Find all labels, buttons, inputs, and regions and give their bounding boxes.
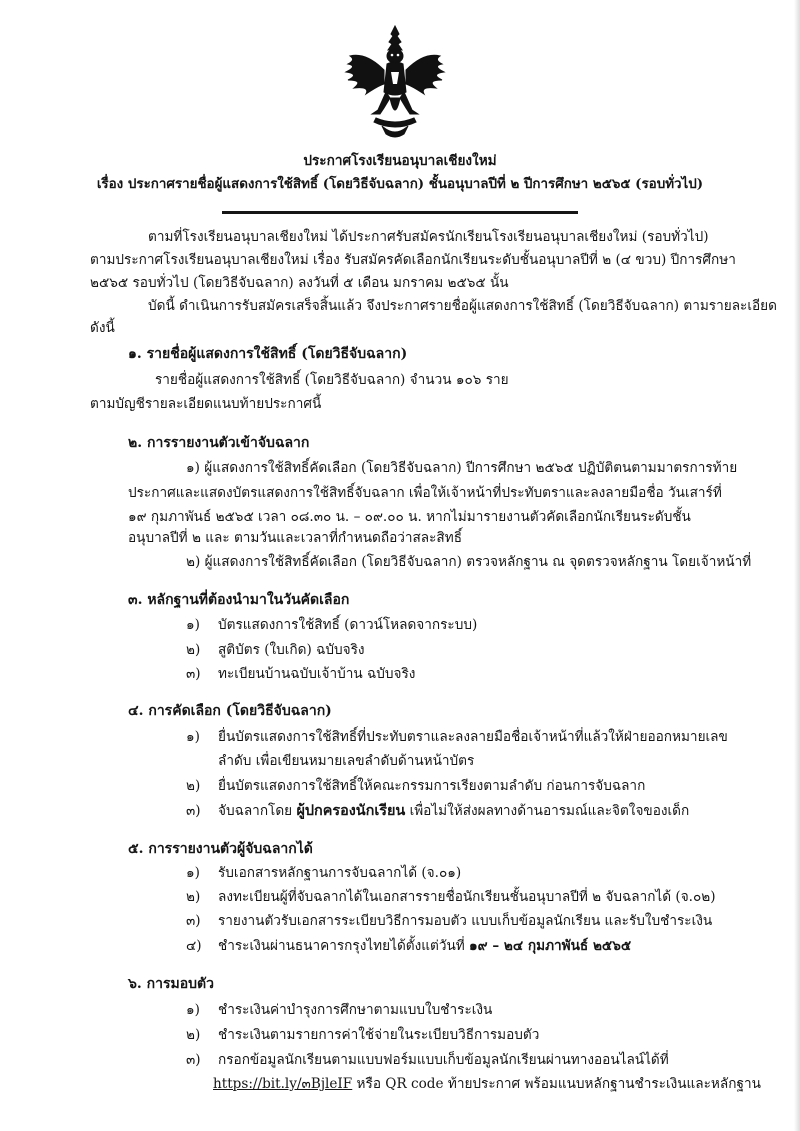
list-item-number: ๓) [186, 803, 201, 819]
list-item: รับเอกสารหลักฐานการจับฉลากได้ (จ.๐๑) [218, 865, 462, 881]
intro-line: ตามประกาศโรงเรียนอนุบาลเชียงใหม่ เรื่อง รับสมัครคัดเลือกนักเรียนระดับชั้นอนุบาลปีที่ ๒ (๔ ขวบ) ปีการศึกษา [90, 252, 736, 268]
list-item: กรอกข้อมูลนักเรียนตามแบบฟอร์มแบบเก็บข้อมูลนักเรียนผ่านทางออนไลน์ได้ที่ [218, 1052, 669, 1068]
document-subject: เรื่อง ประกาศรายชื่อผู้แสดงการใช้สิทธิ์ (โดยวิธีจับฉลาก) ชั้นอนุบาลปีที่ ๒ ปีการศึกษา ๒๕๖๕ (รอบทั่วไป) [96, 176, 704, 192]
section-heading: ๔. การคัดเลือก (โดยวิธีจับฉลาก) [128, 703, 332, 719]
list-item: ทะเบียนบ้านฉบับเจ้าบ้าน ฉบับจริง [218, 666, 416, 682]
list-item-text: จับฉลากโดย [218, 803, 297, 819]
list-item-number: ๔) [186, 938, 202, 954]
scan-edge [794, 0, 800, 1131]
list-item-number: ๒) [186, 642, 201, 658]
intro-line: ตามที่โรงเรียนอนุบาลเชียงใหม่ ได้ประกาศรับสมัครนักเรียนโรงเรียนอนุบาลเชียงใหม่ (รอบทั่วไป) [148, 229, 709, 245]
list-item-number: ๓) [186, 913, 201, 929]
intro-line: บัดนี้ ดำเนินการรับสมัครเสร็จสิ้นแล้ว จึงประกาศรายชื่อผู้แสดงการใช้สิทธิ์ (โดยวิธีจับฉลาก) ตามรายละเอียด [148, 298, 777, 314]
list-item-text: ชำระเงินผ่านธนาคารกรุงไทยได้ตั้งแต่วันที่ [218, 938, 470, 954]
list-item-number: ๓) [186, 666, 201, 682]
title-divider [222, 211, 578, 214]
garuda-emblem-icon [336, 22, 454, 140]
section-heading: ๕. การรายงานตัวผู้จับฉลากได้ [128, 841, 313, 857]
section-text: ตามบัญชีรายละเอียดแนบท้ายประกาศนี้ [90, 396, 322, 412]
section-heading: ๑. รายชื่อผู้แสดงการใช้สิทธิ์ (โดยวิธีจับฉลาก) [128, 346, 408, 362]
section-text: ๒) ผู้แสดงการใช้สิทธิ์คัดเลือก (โดยวิธีจับฉลาก) ตรวจหลักฐาน ณ จุดตรวจหลักฐาน โดยเจ้าหน้าที่ [186, 554, 752, 570]
section-text: อนุบาลปีที่ ๒ และ ตามวันและเวลาที่กำหนดถือว่าสละสิทธิ์ [128, 530, 462, 546]
section-text: ประกาศและแสดงบัตรแสดงการใช้สิทธิ์จับฉลาก เพื่อให้เจ้าหน้าที่ประทับตราและลงลายมือชื่อ วันเสาร์ที่ [128, 485, 722, 501]
intro-line: ๒๕๖๕ รอบทั่วไป (โดยวิธีจับฉลาก) ลงวันที่ ๕ เดือน มกราคม ๒๕๖๕ นั้น [90, 275, 509, 291]
section-heading: ๓. หลักฐานที่ต้องนำมาในวันคัดเลือก [128, 592, 350, 608]
list-item: ยื่นบัตรแสดงการใช้สิทธิ์ที่ประทับตราและลงลายมือชื่อเจ้าหน้าที่แล้วให้ฝ่ายออกหมายเลข [218, 729, 728, 745]
emphasis-text: ผู้ปกครองนักเรียน [296, 802, 406, 819]
list-item-text: เพื่อไม่ให้ส่งผลทางด้านอารมณ์และจิตใจของเด็ก [405, 803, 690, 819]
list-item [218, 802, 689, 820]
section-text: ๑) ผู้แสดงการใช้สิทธิ์คัดเลือก (โดยวิธีจับฉลาก) ปีการศึกษา ๒๕๖๕ ปฏิบัติตนตามมาตรการท้าย [186, 460, 738, 476]
list-item: บัตรแสดงการใช้สิทธิ์ (ดาวน์โหลดจากระบบ) [218, 617, 478, 633]
list-item: รายงานตัวรับเอกสารระเบียบวิธีการมอบตัว แบบเก็บข้อมูลนักเรียน และรับใบชำระเงิน [218, 913, 713, 929]
list-item-text: หรือ QR code ท้ายประกาศ พร้อมแนบหลักฐานชำระเงินและหลักฐาน [352, 1076, 761, 1092]
list-item-number: ๒) [186, 889, 201, 905]
document-title: ประกาศโรงเรียนอนุบาลเชียงใหม่ [303, 153, 497, 169]
list-item-number: ๑) [186, 1002, 200, 1018]
section-text: รายชื่อผู้แสดงการใช้สิทธิ์ (โดยวิธีจับฉลาก) จำนวน ๑๐๖ ราย [155, 372, 509, 388]
section-heading: ๖. การมอบตัว [128, 976, 214, 992]
emphasis-text: ๑๙ – ๒๔ กุมภาพันธ์ ๒๕๖๕ [469, 938, 632, 954]
list-item: ชำระเงินตามรายการค่าใช้จ่ายในระเบียบวิธีการมอบตัว [218, 1027, 540, 1043]
list-item-number: ๑) [186, 729, 200, 745]
form-link[interactable]: https://bit.ly/๓BjleIF [213, 1076, 353, 1092]
intro-line: ดังนี้ [90, 320, 115, 336]
list-item: ลำดับ เพื่อเขียนหมายเลขลำดับด้านหน้าบัตร [218, 753, 475, 769]
list-item-number: ๑) [186, 865, 200, 881]
list-item: ยื่นบัตรแสดงการใช้สิทธิ์ให้คณะกรรมการเรียงตามลำดับ ก่อนการจับฉลาก [218, 778, 646, 794]
list-item [218, 937, 631, 955]
section-text: ๑๙ กุมภาพันธ์ ๒๕๖๕ เวลา ๐๘.๓๐ น. – ๐๙.๐๐ น. หากไม่มารายงานตัวคัดเลือกนักเรียนระดับชั้น [128, 509, 691, 525]
list-item-number: ๒) [186, 778, 201, 794]
list-item: ชำระเงินค่าบำรุงการศึกษาตามแบบใบชำระเงิน [218, 1002, 493, 1018]
list-item-number: ๒) [186, 1027, 201, 1043]
list-item [213, 1075, 761, 1093]
list-item-number: ๓) [186, 1052, 201, 1068]
section-heading: ๒. การรายงานตัวเข้าจับฉลาก [128, 435, 310, 451]
list-item-number: ๑) [186, 617, 200, 633]
list-item: ลงทะเบียนผู้ที่จับฉลากได้ในเอกสารรายชื่อนักเรียนชั้นอนุบาลปีที่ ๒ จับฉลากได้ (จ.๐๒) [218, 889, 716, 905]
list-item: สูติบัตร (ใบเกิด) ฉบับจริง [218, 642, 365, 658]
